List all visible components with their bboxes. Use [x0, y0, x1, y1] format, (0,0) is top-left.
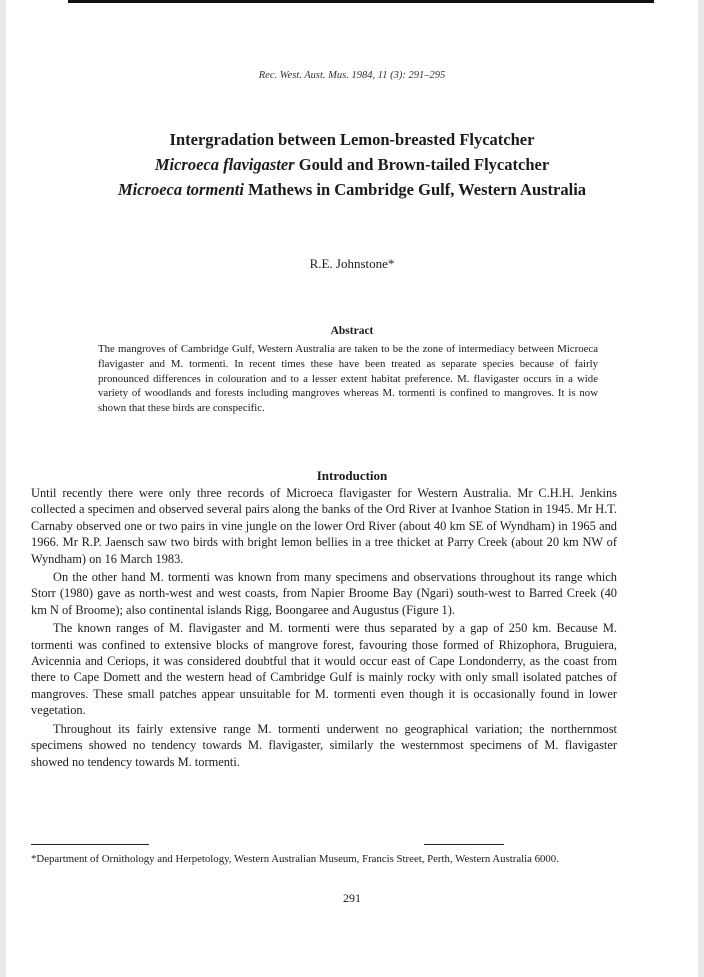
title-line-1: Intergradation between Lemon-breasted Flycatcher: [169, 130, 535, 149]
title-line-2-rest: Gould and Brown-tailed Flycatcher: [294, 155, 550, 174]
author-name: R.E. Johnstone*: [309, 256, 395, 271]
title-line-3: [46, 177, 658, 202]
footnote: *Department of Ornithology and Herpetology, Western Australian Museum, Francis Street, Perth, Western Australia 6000.: [31, 853, 559, 865]
journal-page: [6, 0, 698, 977]
title-line-2: [46, 152, 658, 177]
abstract-heading: Abstract: [330, 325, 374, 337]
title-species-1: Microeca flavigaster: [154, 155, 295, 174]
paragraph: Until recently there were only three records of Microeca flavigaster for Western Australia. Mr C.H.H. Jenkins collected a specimen and observed several pairs along the banks of the Ord River at Ivanhoe Station in 1945. Mr H.T. Carnaby observed one or two pairs in vine jungle on the lower Ord River (about 40 km SE of Wyndham) in 1965 and 1966. Mr R.P. Jaensch saw two birds with bright lemon bellies in a tree thicket at Parry Creek (about 20 km NW of Wyndham) on 16 March 1983.: [31, 486, 617, 566]
scan-edge-bar: [68, 0, 654, 3]
paragraph: Throughout its fairly extensive range M. tormenti underwent no geographical variation; the northernmost specimens showed no tendency towards M. flavigaster, similarly the westernmost specimens of M. flavigaster showed no tendency towards M. tormenti.: [31, 721, 617, 769]
abstract-text: The mangroves of Cambridge Gulf, Western Australia are taken to be the zone of intermediacy between Microeca flavigaster and M. tormenti. In recent times these have been treated as separate species because of fairly pronounced differences in colouration and to a lesser extent habitat preference. M. flavigaster occurs in a wide variety of woodlands and forests including mangroves whereas M. tormenti is confined to mangroves. It is now shown that these birds are conspecific.: [98, 343, 598, 415]
footnote-rule-secondary: [424, 844, 504, 845]
title-species-2: Microeca tormenti: [117, 180, 244, 199]
paragraph: The known ranges of M. flavigaster and M. tormenti were thus separated by a gap of 250 km. Because M. tormenti was confined to extensive blocks of mangrove forest, favouring those formed of Rhizophora, Bruguiera, Avicennia and Ceriops, it was considered doubtful that it would occur east of Cape Londonderry, as the coast from there to Cape Domett and the western head of Cambridge Gulf is mainly rocky with only small isolated patches of mangroves. These small patches appear unsuitable for M. tormenti even though it is occasionally found in lower vegetation.: [31, 621, 617, 718]
introduction-heading: Introduction: [316, 468, 388, 483]
running-header: Rec. West. Aust. Mus. 1984, 11 (3): 291–295: [258, 70, 446, 81]
page-number: 291: [343, 891, 361, 905]
introduction-body: [31, 485, 617, 772]
article-title: [46, 127, 658, 202]
paragraph: On the other hand M. tormenti was known from many specimens and observations throughout its range which Storr (1980) gave as north-west and west coasts, from Napier Broome Bay (Ngari) south-west to Barred Creek (40 km N of Broome); also continental islands Rigg, Boongaree and Augustus (Figure 1).: [31, 570, 617, 617]
footnote-rule: [31, 844, 149, 845]
title-line-3-rest: Mathews in Cambridge Gulf, Western Australia: [243, 180, 587, 199]
